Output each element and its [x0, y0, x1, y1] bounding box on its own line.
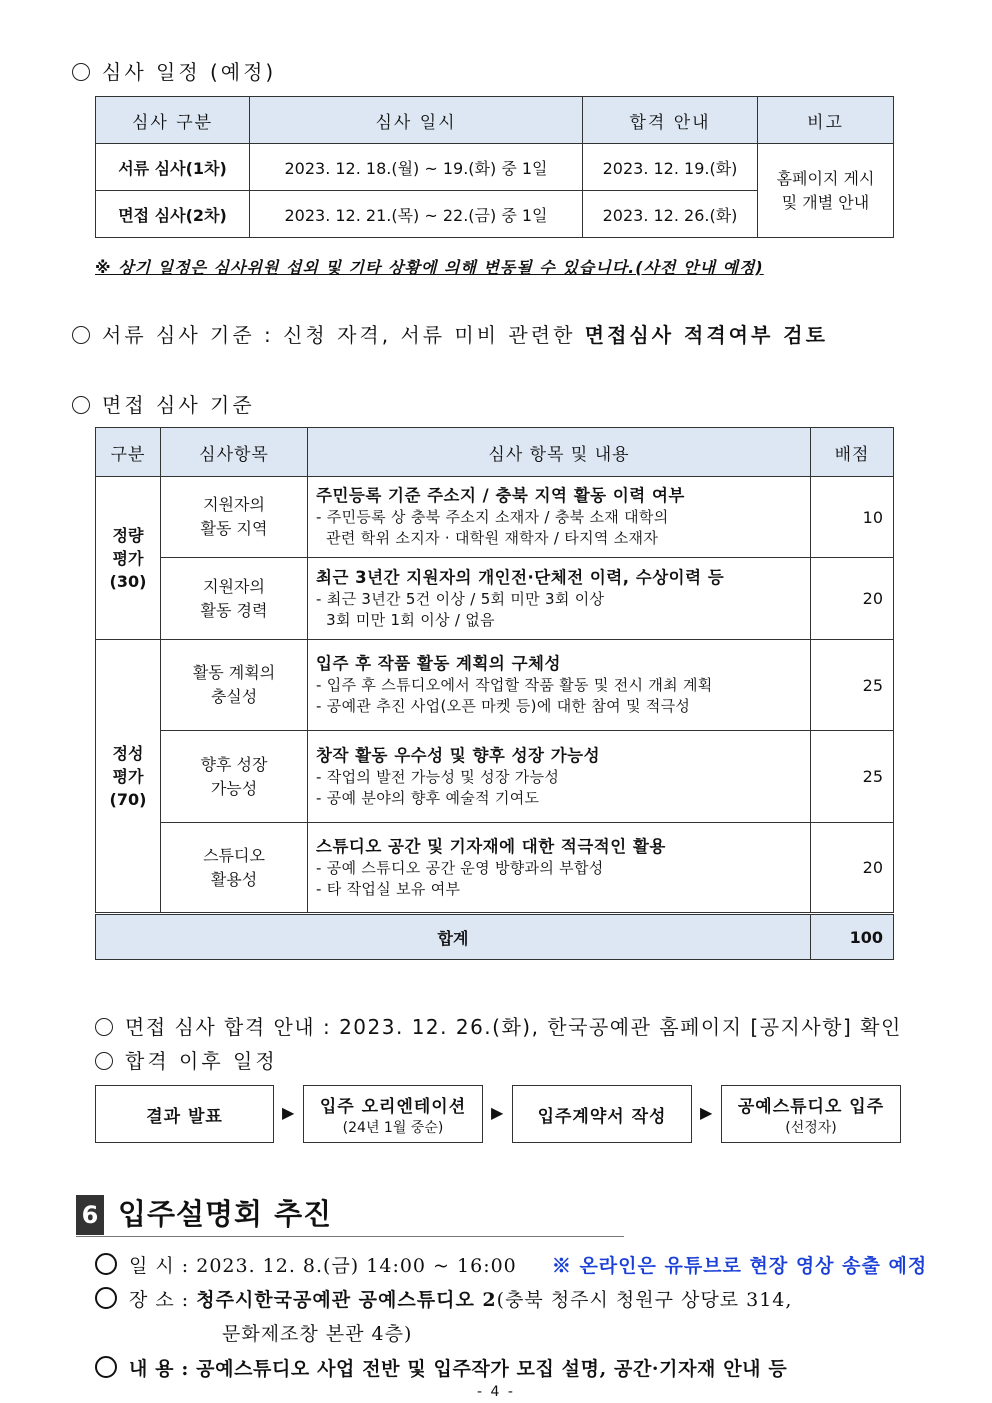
info-place-line2: 문화제조창 본관 4층)	[222, 1323, 413, 1345]
total-label: 합계	[96, 914, 811, 960]
col-header: 비고	[758, 97, 894, 144]
circle-bullet-icon	[72, 326, 90, 344]
arrow-right-icon: ▶	[491, 1103, 504, 1122]
col-header: 심사 구분	[96, 97, 250, 144]
group-label: 정량 평가 (30)	[96, 477, 161, 640]
criteria-score: 25	[811, 731, 894, 823]
circle-bullet-icon	[95, 1052, 113, 1070]
arrow-right-icon: ▶	[700, 1103, 713, 1122]
schedule-result: 2023. 12. 26.(화)	[583, 191, 758, 238]
total-score: 100	[811, 914, 894, 960]
criteria-detail: 주민등록 기준 주소지 / 충북 지역 활동 이력 여부 - 주민등록 상 충북 주소지 소재자 / 충북 소재 대학의 관련 학위 소지자 · 대학원 재학자 / 타지역 소재자	[308, 477, 811, 558]
schedule-date: 2023. 12. 21.(목) ~ 22.(금) 중 1일	[250, 191, 583, 238]
col-header: 심사 일시	[250, 97, 583, 144]
flow-step: 결과 발표	[95, 1085, 274, 1143]
table-row	[96, 823, 894, 914]
criteria-score: 10	[811, 477, 894, 558]
date-note: ※ 온라인은 유튜브로 현장 영상 송출 예정	[551, 1255, 928, 1277]
schedule-type: 면접 심사(2차)	[96, 191, 250, 238]
section-number: 6	[76, 1195, 104, 1235]
criteria-item: 향후 성장 가능성	[161, 731, 308, 823]
after-heading: 합격 이후 일정	[95, 1045, 278, 1074]
criteria-detail: 최근 3년간 지원자의 개인전·단체전 이력, 수상이력 등 - 최근 3년간 5건 이상 / 5회 미만 3회 이상 3회 미만 1회 이상 / 없음	[308, 558, 811, 640]
doc-criteria: 서류 심사 기준 : 신청 자격, 서류 미비 관련한 면접심사 적격여부 검토	[72, 319, 828, 348]
criteria-item: 스튜디오 활용성	[161, 823, 308, 914]
circle-bullet-icon	[95, 1287, 117, 1309]
circle-bullet-icon	[72, 63, 90, 81]
total-row	[96, 914, 894, 960]
criteria-detail: 스튜디오 공간 및 기자재에 대한 적극적인 활용 - 공예 스튜디오 공간 운영 방향과의 부합성 - 타 작업실 보유 여부	[308, 823, 811, 914]
table-row	[96, 558, 894, 640]
col-header: 배점	[811, 428, 894, 477]
page-number: - 4 -	[477, 1384, 515, 1400]
col-header: 심사 항목 및 내용	[308, 428, 811, 477]
criteria-score: 25	[811, 640, 894, 731]
circle-bullet-icon	[95, 1018, 113, 1036]
circle-bullet-icon	[95, 1253, 117, 1275]
col-header: 합격 안내	[583, 97, 758, 144]
section-divider	[76, 1236, 624, 1237]
interview-table	[95, 427, 894, 960]
table-row	[96, 477, 894, 558]
group-label: 정성 평가 (70)	[96, 640, 161, 914]
flow-step: 입주 오리엔테이션 (24년 1월 중순)	[303, 1085, 483, 1143]
criteria-item: 활동 계획의 충실성	[161, 640, 308, 731]
arrow-right-icon: ▶	[282, 1103, 295, 1122]
schedule-remark: 홈페이지 게시 및 개별 안내	[758, 144, 894, 238]
info-content: 내 용 : 공예스튜디오 사업 전반 및 입주작가 모집 설명, 공간·기자재 안내 등	[95, 1354, 787, 1381]
table-row	[96, 731, 894, 823]
table-row	[96, 144, 894, 191]
flow-step: 입주계약서 작성	[512, 1085, 692, 1143]
flow-step: 공예스튜디오 입주 (선정자)	[721, 1085, 901, 1143]
circle-bullet-icon	[72, 396, 90, 414]
info-date: 일 시 : 2023. 12. 8.(금) 14:00 ~ 16:00 ※ 온라인은 유튜브로 현장 영상 송출 예정	[95, 1251, 927, 1278]
schedule-result: 2023. 12. 19.(화)	[583, 144, 758, 191]
schedule-note: ※ 상기 일정은 심사위원 섭외 및 기타 상황에 의해 변동될 수 있습니다.(사전 안내 예정)	[95, 258, 764, 277]
circle-bullet-icon	[95, 1356, 117, 1378]
info-place: 장 소 : 청주시한국공예관 공예스튜디오 2(충북 청주시 청원구 상당로 314,	[95, 1285, 792, 1312]
schedule-heading: 심사 일정 (예정)	[72, 56, 276, 85]
schedule-type: 서류 심사(1차)	[96, 144, 250, 191]
schedule-table	[95, 96, 894, 238]
pass-notice: 면접 심사 합격 안내 : 2023. 12. 26.(화), 한국공예관 홈페이지 [공지사항] 확인	[95, 1011, 902, 1040]
interview-heading: 면접 심사 기준	[72, 389, 255, 418]
col-header: 심사항목	[161, 428, 308, 477]
section-title: 입주설명회 추진	[118, 1197, 333, 1231]
criteria-item: 지원자의 활동 경력	[161, 558, 308, 640]
criteria-score: 20	[811, 558, 894, 640]
criteria-detail: 입주 후 작품 활동 계획의 구체성 - 입주 후 스튜디오에서 작업할 작품 활동 및 전시 개최 계획 - 공예관 추진 사업(오픈 마켓 등)에 대한 참여 및 적극성	[308, 640, 811, 731]
criteria-detail: 창작 활동 우수성 및 향후 성장 가능성 - 작업의 발전 가능성 및 성장 가능성 - 공예 분야의 향후 예술적 기여도	[308, 731, 811, 823]
criteria-item: 지원자의 활동 지역	[161, 477, 308, 558]
schedule-date: 2023. 12. 18.(월) ~ 19.(화) 중 1일	[250, 144, 583, 191]
criteria-score: 20	[811, 823, 894, 914]
col-header: 구분	[96, 428, 161, 477]
table-row	[96, 640, 894, 731]
